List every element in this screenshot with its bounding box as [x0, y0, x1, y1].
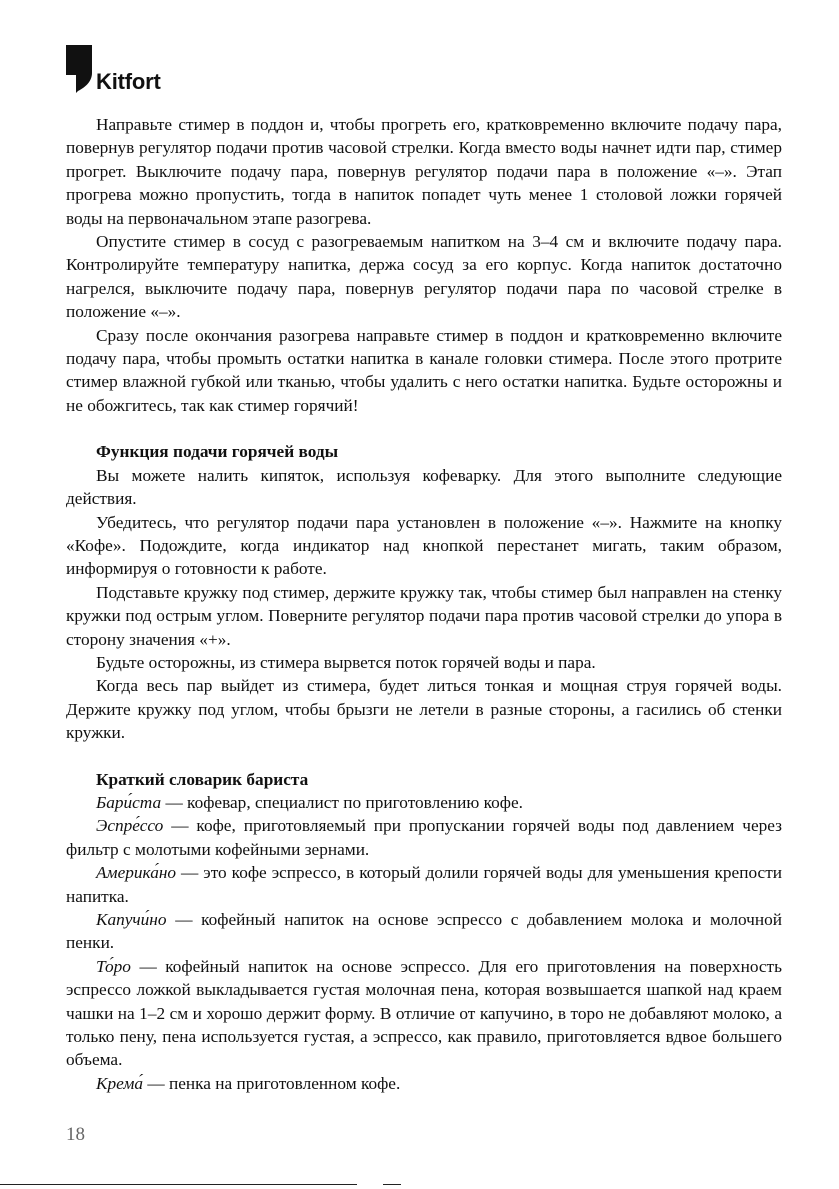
glossary-entry [66, 791, 782, 814]
bottom-rule [0, 1184, 357, 1185]
page-number: 18 [66, 1124, 85, 1145]
glossary-section [66, 768, 782, 1096]
steamer-section [66, 113, 782, 417]
glossary-term: Бари́ста [96, 792, 162, 812]
glossary-entry [66, 955, 782, 1072]
paragraph: Вы можете налить кипяток, используя кофеварку. Для этого выполните следующие действия. [66, 465, 782, 509]
brand-name: Kitfort [96, 69, 161, 94]
glossary-definition: — кофейный напиток на основе эспрессо с добавлением молока и молочной пенки. [66, 910, 782, 953]
glossary-entry [66, 861, 782, 908]
glossary-entry [66, 908, 782, 955]
paragraph: Опустите стимер в сосуд с разогреваемым напитком на 3–4 см и включите подачу пара. Контролируйте температуру напитка, держа сосуд за его корпус. Когда напиток достаточно нагрелся, выключите подачу пара, повернув регулятор подачи пара по часовой стрелке в положение «–». [66, 232, 782, 322]
glossary-entry [66, 814, 782, 861]
bottom-rule [383, 1184, 401, 1185]
glossary-term: Крема́ [96, 1073, 144, 1093]
paragraph: Когда весь пар выйдет из стимера, будет литься тонкая и мощная струя горячей воды. Держите кружку под углом, чтобы брызги не летели в разные стороны, а гасились об стенки кружки. [66, 676, 782, 743]
paragraph: Направьте стимер в поддон и, чтобы прогреть его, кратковременно включите подачу пара, повернув регулятор подачи против часовой стрелки. Когда вместо воды начнет идти пар, стимер прогрет. Выключите подачу пара, повернув регулятор подачи пара в положение «–». Этап прогрева можно пропустить, тогда в напиток попадет чуть менее 1 столовой ложки горячей воды на первоначальном этапе разогрева. [66, 115, 782, 228]
section-heading: Краткий словарик бариста [96, 769, 309, 789]
glossary-definition: — кофевар, специалист по приготовлению кофе. [161, 792, 523, 812]
glossary-term: Америка́но [96, 863, 177, 883]
paragraph: Убедитесь, что регулятор подачи пара установлен в положение «–». Нажмите на кнопку «Кофе». Подождите, когда индикатор над кнопкой перестанет мигать, таким образом, информируя о готовности к работе. [66, 512, 782, 579]
paragraph: Подставьте кружку под стимер, держите кружку так, чтобы стимер был направлен на стенку кружки под острым углом. Поверните регулятор подачи пара против часовой стрелки до упора в сторону значения «+». [66, 582, 782, 649]
hot-water-section [66, 440, 782, 744]
glossary-definition: — пенка на приготовленном кофе. [143, 1073, 401, 1093]
brand-logo [66, 45, 161, 93]
page-content [66, 113, 782, 1095]
glossary-term: То́ро [96, 956, 131, 976]
section-heading: Функция подачи горячей воды [96, 442, 339, 462]
glossary-definition: — кофейный напиток на основе эспрессо. Для его приготовления на поверхность эспрессо ложкой выкладывается густая молочная пена, которая возвышается шапкой над краем чашки на 1–2 см и хорошо держит форму. В отличие от капучино, в торо не добавляют молоко, а только пену, пена используется густая, а эспрессо, как правило, приготовляется вдвое большего объема. [66, 956, 782, 1070]
glossary-term: Эспре́ссо [96, 816, 164, 836]
glossary-term: Капучи́но [96, 910, 167, 929]
glossary-entry [66, 1072, 782, 1095]
glossary-definition: — это кофе эспрессо, в который долили горячей воды для уменьшения крепости напитка. [66, 863, 782, 906]
paragraph: Будьте осторожны, из стимера вырвется поток горячей воды и пара. [96, 652, 596, 672]
kitfort-logo-icon [66, 45, 92, 93]
glossary-definition: — кофе, приготовляемый при пропускании горячей воды под давлением через фильтр с молотыми кофейными зернами. [66, 816, 782, 859]
paragraph: Сразу после окончания разогрева направьте стимер в поддон и кратковременно включите подачу пара, чтобы промыть остатки напитка в канале головки стимера. После этого протрите стимер влажной губкой или тканью, чтобы удалить с него остатки напитка. Будьте осторожны и не обожгитесь, так как стимер горячий! [66, 325, 782, 415]
